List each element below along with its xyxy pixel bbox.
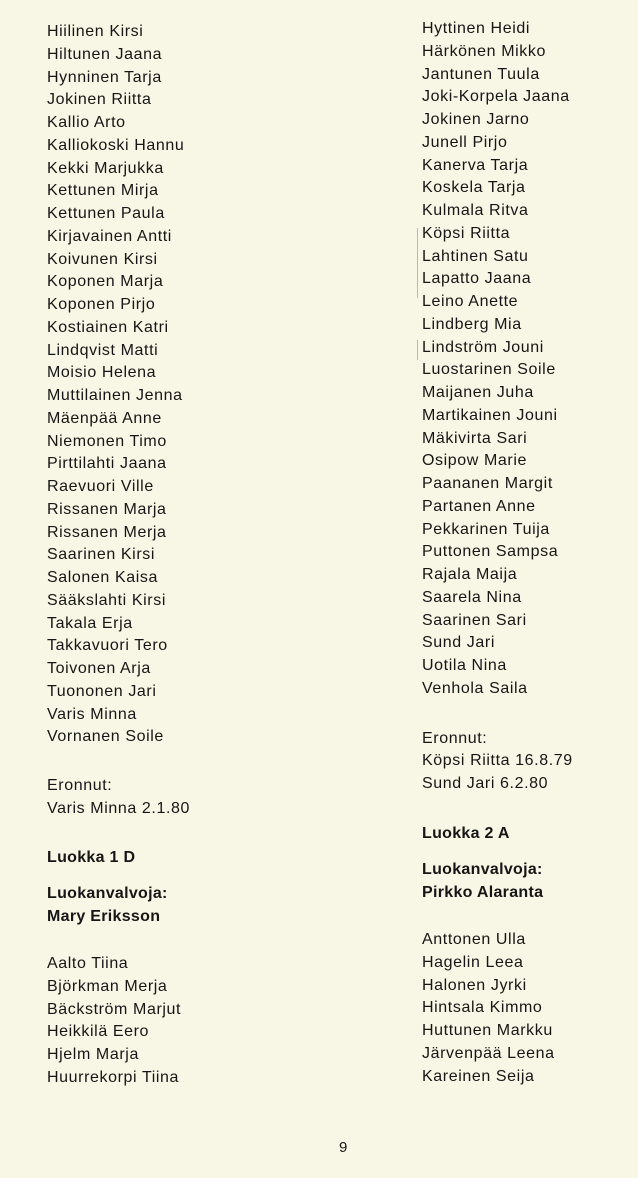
student-name: Uotila Nina xyxy=(422,657,507,674)
student-name: Saarela Nina xyxy=(422,588,522,606)
student-name: Härkönen Mikko xyxy=(422,42,547,60)
student-name: Koponen Pirjo xyxy=(47,296,156,313)
student-name: Mäkivirta Sari xyxy=(422,429,528,447)
student-name: Muttilainen Jenna xyxy=(47,387,183,404)
student-name: Kettunen Paula xyxy=(47,205,165,222)
resigned-entry: Köpsi Riitta 16.8.79 xyxy=(422,752,573,769)
student-name: Kostiainen Katri xyxy=(47,318,169,336)
student-name: Moisio Helena xyxy=(47,364,157,382)
student-name: Luostarinen Soile xyxy=(422,361,556,379)
student-name: Aalto Tiina xyxy=(47,955,129,972)
supervisor-name: Pirkko Alaranta xyxy=(422,884,544,901)
student-name: Jantunen Tuula xyxy=(422,65,540,83)
resigned-label: Eronnut: xyxy=(422,730,488,747)
student-name: Koivunen Kirsi xyxy=(47,250,158,268)
student-name: Lahtinen Satu xyxy=(422,247,529,265)
student-name: Pekkarinen Tuija xyxy=(422,520,550,538)
student-name: Köpsi Riitta xyxy=(422,224,511,242)
student-name: Joki-Korpela Jaana xyxy=(422,88,570,106)
resigned-label: Eronnut: xyxy=(47,777,113,794)
student-name: Hagelin Leea xyxy=(422,953,524,971)
student-name: Anttonen Ulla xyxy=(422,931,526,948)
student-name: Vornanen Soile xyxy=(47,728,164,746)
class-title: Luokka 1 D xyxy=(47,849,136,866)
page-number: 9 xyxy=(339,1139,348,1156)
student-name: Maijanen Juha xyxy=(422,384,534,401)
student-name: Saarinen Sari xyxy=(422,611,527,629)
student-name: Jokinen Riitta xyxy=(47,91,152,109)
column-divider-mark xyxy=(417,228,418,298)
student-name: Hjelm Marja xyxy=(47,1046,139,1064)
column-divider-mark xyxy=(417,340,418,360)
student-name: Kirjavainen Antti xyxy=(47,227,172,245)
student-name: Niemonen Timo xyxy=(47,432,167,450)
student-name: Hintsala Kimmo xyxy=(422,999,543,1017)
student-name: Saarinen Kirsi xyxy=(47,546,156,564)
student-name: Hyttinen Heidi xyxy=(422,20,531,37)
student-name: Paananen Margit xyxy=(422,475,553,492)
student-name: Osipow Marie xyxy=(422,452,528,470)
student-name: Kanerva Tarja xyxy=(422,156,529,174)
student-name: Jokinen Jarno xyxy=(422,111,530,128)
student-name: Björkman Merja xyxy=(47,977,168,995)
student-name: Lindström Jouni xyxy=(422,338,544,356)
student-name: Koskela Tarja xyxy=(422,179,526,197)
student-name: Huttunen Markku xyxy=(422,1022,553,1040)
class-title: Luokka 2 A xyxy=(422,825,510,842)
supervisor-name: Mary Eriksson xyxy=(47,908,161,925)
student-name: Takala Erja xyxy=(47,614,133,632)
student-name: Lindqvist Matti xyxy=(47,341,159,359)
student-name: Leino Anette xyxy=(422,293,519,310)
student-name: Järvenpää Leena xyxy=(422,1045,555,1062)
student-name: Rajala Maija xyxy=(422,566,518,583)
student-name: Huurrekorpi Tiina xyxy=(47,1069,180,1086)
student-name: Sääkslahti Kirsi xyxy=(47,591,166,609)
resigned-entry: Varis Minna 2.1.80 xyxy=(47,800,191,817)
student-name: Rissanen Marja xyxy=(47,500,167,518)
student-name: Hiilinen Kirsi xyxy=(47,23,144,40)
student-name: Kallio Arto xyxy=(47,114,126,131)
student-name: Mäenpää Anne xyxy=(47,409,162,427)
student-name: Toivonen Arja xyxy=(47,660,151,677)
student-name: Hiltunen Jaana xyxy=(47,45,163,63)
student-name: Bäckström Marjut xyxy=(47,1000,182,1018)
student-name: Kareinen Seija xyxy=(422,1067,535,1085)
student-name: Pirttilahti Jaana xyxy=(47,455,167,473)
student-name: Takkavuori Tero xyxy=(47,637,168,655)
resigned-entry: Sund Jari 6.2.80 xyxy=(422,774,549,792)
student-name: Tuononen Jari xyxy=(47,682,157,700)
student-name: Kalliokoski Hannu xyxy=(47,136,185,154)
student-name: Hynninen Tarja xyxy=(47,68,162,86)
student-name: Martikainen Jouni xyxy=(422,406,558,424)
student-name: Junell Pirjo xyxy=(422,133,508,151)
student-name: Halonen Jyrki xyxy=(422,976,527,994)
student-name: Partanen Anne xyxy=(422,497,536,515)
student-name: Lindberg Mia xyxy=(422,315,522,333)
student-name: Kettunen Mirja xyxy=(47,182,159,200)
student-name: Koponen Marja xyxy=(47,273,164,291)
student-name: Kulmala Ritva xyxy=(422,202,529,219)
student-name: Sund Jari xyxy=(422,634,495,652)
student-name: Rissanen Merja xyxy=(47,523,167,541)
supervisor-label: Luokanvalvoja: xyxy=(422,861,543,878)
student-name: Lapatto Jaana xyxy=(422,270,532,288)
supervisor-label: Luokanvalvoja: xyxy=(47,885,168,902)
student-name: Raevuori Ville xyxy=(47,478,154,495)
student-name: Venhola Saila xyxy=(422,679,528,697)
student-name: Kekki Marjukka xyxy=(47,159,164,177)
student-name: Heikkilä Eero xyxy=(47,1023,150,1041)
student-name: Salonen Kaisa xyxy=(47,569,158,586)
student-name: Varis Minna xyxy=(47,705,137,723)
student-name: Puttonen Sampsa xyxy=(422,543,559,561)
